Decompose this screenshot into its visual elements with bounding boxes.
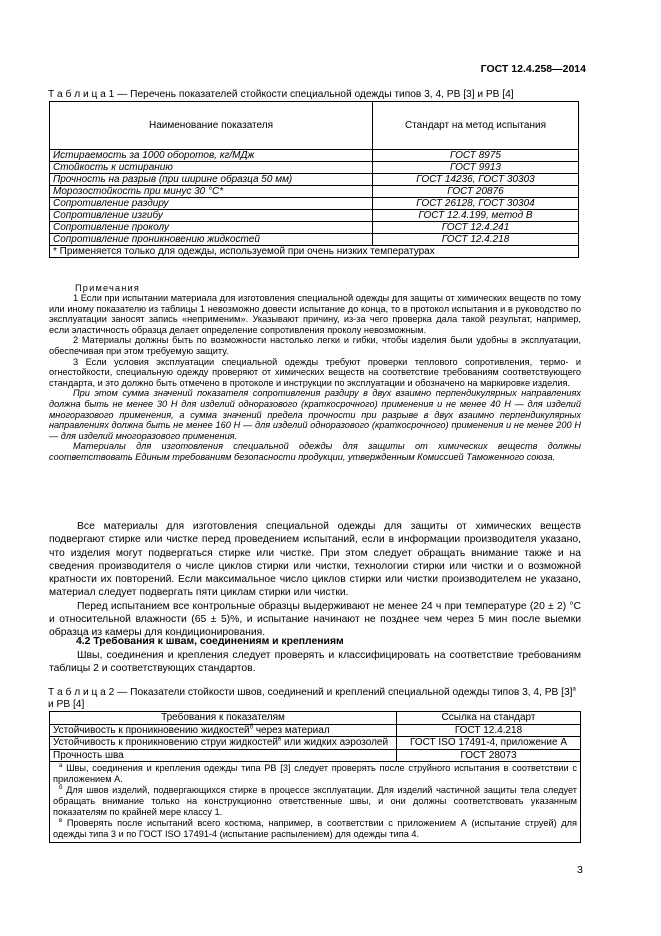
notes-block [49,293,581,463]
note-3-strength: При этом сумма значений показателя сопротивления раздиру в двух взаимно перпендикулярных направлениях должна быть не менее 30 Н для изделий одноразового (краткосрочного) применения и не менее 40 Н — для изделий многоразового применения, а сумма значений предела прочности при разрыве в двух взаимно перпендикулярных направлениях должна быть не менее 160 Н — для изделий одноразового (краткосрочного) применения и не менее 200 Н — для изделий многоразового применения. [49,388,581,441]
table1-caption: Т а б л и ц а 1 — Перечень показателей стойкости специальной одежды типов 3, 4, РВ [3] и РВ [4] [48,89,514,100]
table1-footnote: * Применяется только для одежды, используемой при очень низких температурах [50,246,579,258]
table-row: Морозостойкость при минус 30 °С* ГОСТ 20876 [50,186,579,198]
paragraph-conditioning: Перед испытанием все контрольные образцы выдерживают не менее 24 ч при температуре (20 ± 2) °С и относительной влажности (65 ± 5)%, и испытание начинают не позднее чем через 5 мин после выемки образца из камеры для кондиционирования. [49,600,581,639]
note-2: 2 Материалы должны быть по возможности настолько легки и гибки, чтобы изделия были удобны в эксплуатации, обеспечивая при этом требуемую защиту. [49,335,581,356]
table-row: Сопротивление раздиру ГОСТ 26128, ГОСТ 30304 [50,198,579,210]
table2-header-requirements: Требования к показателям [50,712,397,725]
table-row: Сопротивление проколу ГОСТ 12.4.241 [50,222,579,234]
table-row: Сопротивление изгибу ГОСТ 12.4.199, метод В [50,210,579,222]
footnote-c: $^в$ Проверять после испытаний всего костюма, например, в соответствии с приложением А (испытание струей) для одежды типа 3 и по ГОСТ ISO 17491-4 (испытание распылением) для одежды типа 4. [53,817,577,839]
table1-header-indicator: Наименование показателя [50,102,373,150]
table1-header-standard: Стандарт на метод испытания [373,102,579,150]
table-row: Устойчивость к проникновению струи жидкостей$^в$ или жидких аэрозолей ГОСТ ISO 17491-4, приложение А [50,737,581,750]
table2-caption: Т а б л и ц а 2 — Показатели стойкости швов, соединений и креплений специальной одежды типов 3, 4, РВ $[3]^а$ и РВ [4] [48,686,576,710]
body-paragraphs [49,520,581,640]
table2 [49,711,581,843]
notes-title: Примечания [75,283,141,293]
note-1: 1 Если при испытании материала для изготовления специальной одежды для защиты от химических веществ по тому или иному показателю из таблицы 1 невозможно довести испытание до конца, то в протокол испытания и в руководство по эксплуатации заносят запись «неприменим». Указывают причину, из-за чего проверка дала такой результат, например, если эластичность образца делает определение сопротивления проколу невозможным. [49,293,581,335]
table2-header-reference: Ссылка на стандарт [397,712,581,725]
table1 [49,101,579,258]
section-heading: 4.2 Требования к швам, соединениям и креплениям [76,636,344,647]
footnote-b: $^б$ Для швов изделий, подвергающихся стирке в процессе эксплуатации. Для изделий частичной защиты тела следует обращать внимание только на конструкционно ответственные швы, и они должны соответствовать указанным показателям по крайней мере классу 1. [53,784,577,817]
table-row: Сопротивление проникновению жидкостей ГОСТ 12.4.218 [50,234,579,246]
table-row: Истираемость за 1000 оборотов, кг/МДж ГОСТ 8975 [50,150,579,162]
paragraph-seams: Швы, соединения и крепления следует проверять и классифицировать на соответствие требованиям таблицы 2 и соответствующих стандартов. [49,650,581,675]
table-row: Устойчивость к проникновению жидкостей$^б$ через материал ГОСТ 12.4.218 [50,724,581,737]
table2-footnotes [50,762,581,843]
table-row: Стойкость к истиранию ГОСТ 9913 [50,162,579,174]
document-code: ГОСТ 12.4.258—2014 [480,63,586,75]
table-row: Прочность шва ГОСТ 28073 [50,749,581,762]
paragraph-washing: Все материалы для изготовления специальной одежды для защиты от химических веществ подвергают стирке или чистке перед проведением испытаний, если в информации производителя указано, что изделия могут подвергаться стирке или чистке. При этом следует обращать внимание также и на сведения производителя о числе циклов стирки или чистки, технологии стирки или чистки и о возможной кратности их повторений. Если максимальное число циклов стирки или чистки производителем не указано, материал следует подвергать пяти циклам стирки или чистки. [49,521,581,599]
table-row: Прочность на разрыв (при ширине образца 50 мм) ГОСТ 14236, ГОСТ 30303 [50,174,579,186]
footnote-a: $^а$ Швы, соединения и крепления одежды типа РВ [3] следует проверять после струйного испытания в соответствии с приложением А. [53,762,577,784]
page-number: 3 [577,864,583,876]
note-3: 3 Если условия эксплуатации специальной одежды требуют проверки теплового сопротивления, термо- и огнестойкости, специальную одежду проверяют от химических веществ на соответствие требованиям соответствующего стандарта, и это должно быть отмечено в протоколе и инструкции по эксплуатации и обозначено на маркировке изделия. [49,356,581,388]
note-3-requirements: Материалы для изготовления специальной одежды для защиты от химических веществ должны соответствовать Единым требованиям безопасности продукции, утвержденным Комиссией Таможенного союза. [49,441,581,462]
